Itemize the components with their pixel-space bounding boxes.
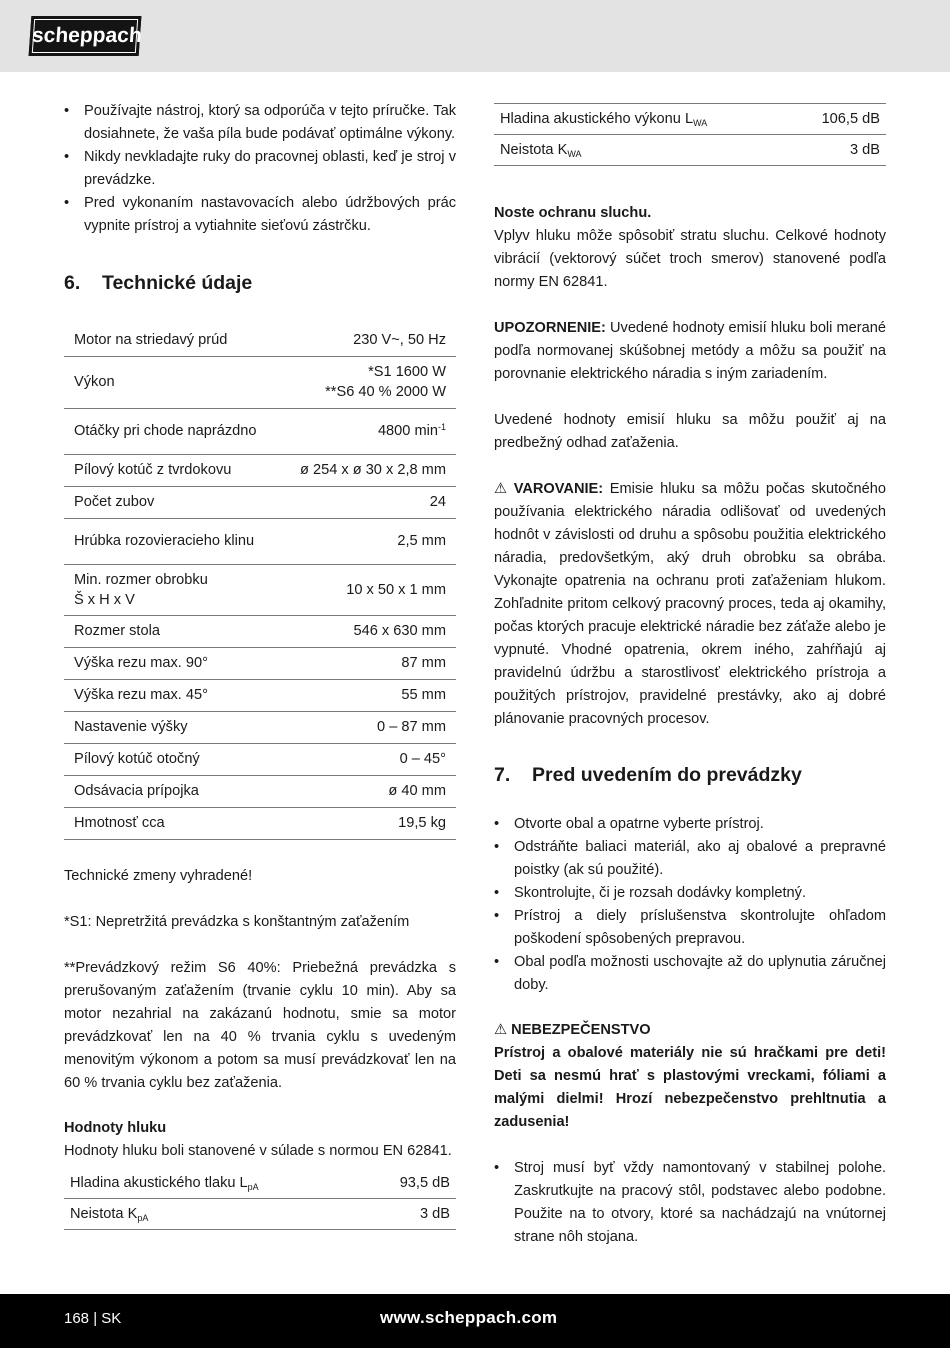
spec-value: 19,5 kg [274, 807, 456, 839]
table-row [64, 615, 456, 647]
table-row [64, 564, 456, 615]
table-row [494, 135, 886, 166]
mounting-bullet-list [494, 1157, 886, 1249]
noise-label-text: Hladina akustického výkonu L [500, 111, 694, 127]
spec-value: 24 [274, 486, 456, 518]
technical-data-table [64, 324, 456, 840]
danger-heading [494, 1019, 886, 1042]
spec-label: Hrúbka rozovieracieho klinu [64, 518, 274, 564]
danger-label: NEBEZPEČENSTVO [511, 1022, 651, 1038]
noise-label [64, 1198, 363, 1229]
spec-label: Nastavenie výšky [64, 711, 274, 743]
spec-value-s6: **S6 40 % 2000 W [325, 384, 446, 400]
estimate-paragraph: Uvedené hodnoty emisií hluku sa môžu použiť aj na predbežný odhad zaťaženia. [494, 412, 886, 451]
section-title: Pred uvedením do prevádzky [532, 764, 802, 786]
page-number: 168 | SK [64, 1310, 122, 1327]
attention-label: UPOZORNENIE: [494, 320, 606, 336]
list-item: • Stroj musí byť vždy namontovaný v stabilnej polohe. Zaskrutkujte na pracový stôl, podstavec alebo podobne. Použite na to otvory, ktoré sa nachádzajú na vnútornej strane nôh stojana. [494, 1157, 886, 1249]
list-item: • Obal podľa možnosti uschovajte až do uplynutia záručnej doby. [494, 951, 886, 997]
attention-text: Uvedené hodnoty emisií hluku boli merané podľa normovanej skúšobnej metódy a môžu sa použiť na porovnanie elektrického náradia s iným zariadením. [494, 320, 886, 382]
spec-value: 87 mm [274, 647, 456, 679]
brand-logo: scheppach [29, 16, 142, 56]
noise-value: 93,5 dB [363, 1168, 456, 1199]
table-row [64, 743, 456, 775]
table-row [64, 775, 456, 807]
spec-value: 0 – 87 mm [274, 711, 456, 743]
warning-label: VAROVANIE: [513, 481, 604, 497]
table-row [64, 356, 456, 408]
noise-label [494, 135, 791, 166]
table-row [64, 1198, 456, 1229]
right-column [494, 100, 886, 1249]
table-row [64, 324, 456, 356]
list-item: • Otvorte obal a opatrne vyberte prístroj. [494, 813, 886, 836]
noise-label-sub: WA [693, 118, 708, 128]
page-header [0, 0, 950, 72]
spec-value [274, 408, 456, 454]
section-number: 7. [494, 764, 511, 786]
spec-value-sup: -1 [437, 422, 446, 432]
s1-note: *S1: Nepretržitá prevádzka s konštantným zaťažením [64, 913, 410, 930]
spec-label: Výkon [64, 356, 274, 408]
spec-value: 546 x 630 mm [274, 615, 456, 647]
table-row [64, 454, 456, 486]
warning-triangle-icon: ⚠ [494, 481, 508, 497]
spec-label [64, 564, 274, 615]
table-row [64, 486, 456, 518]
spec-label: Hmotnosť cca [64, 807, 274, 839]
unpacking-bullet-list [494, 813, 886, 997]
spec-label: Rozmer stola [64, 615, 274, 647]
spec-value-text: 4800 min [377, 423, 438, 439]
spec-value: 10 x 50 x 1 mm [274, 564, 456, 615]
hearing-text: Vplyv hluku môže spôsobiť stratu sluchu. Celkové hodnoty vibrácií (vektorový súčet troch smerov) stanovené podľa normy EN 62841. [494, 228, 886, 290]
table-row [64, 1168, 456, 1199]
noise-label [64, 1168, 363, 1199]
hearing-heading: Noste ochranu sluchu. [494, 205, 652, 221]
spec-label: Pílový kotúč z tvrdokovu [64, 454, 274, 486]
table-row [64, 647, 456, 679]
warning-triangle-icon: ⚠ [494, 1022, 508, 1038]
spec-label: Výška rezu max. 90° [64, 647, 274, 679]
noise-label-sub: pA [137, 1212, 149, 1223]
spec-value: 55 mm [274, 679, 456, 711]
danger-text: Prístroj a obalové materiály nie sú hračkami pre deti! Deti sa nesmú hrať s plastovými vreckami, fóliami a malými dielmi! Hrozí nebezpečenstvo prehltnutia a zadusenia! [494, 1045, 886, 1130]
noise-pressure-table [64, 1168, 456, 1230]
spec-value: ø 40 mm [274, 775, 456, 807]
spec-value-s1: *S1 1600 W [368, 364, 446, 380]
noise-label-text: Neistota K [70, 1205, 138, 1222]
attention-paragraph [494, 317, 886, 386]
website-link[interactable]: www.scheppach.com [380, 1308, 558, 1327]
spec-label: Otáčky pri chode naprázdno [64, 408, 274, 454]
warning-text: Emisie hluku sa môžu počas skutočného používania elektrického náradia odlišovať od uvedených hodnôt v závislosti od druhu a spôsobu použitia elektrického náradia, predovšetkým, aký druh obrobku sa obrába. Vykonajte opatrenia na ochranu proti zaťaženiam hlukom. Zohľadnite pritom celkový pracovný proces, teda aj okamihy, počas ktorých pracuje elektrické náradie bez záťaže alebo je vypnuté. Vhodné opatrenia, okrem iného, zahŕňajú aj pravidelnú údržbu a starostlivosť elektrického prístroja a použitých prístrojov, pravidelné prestávky, ako aj dobré plánovanie pracovných procesov. [494, 481, 887, 727]
list-item: • Nikdy nevkladajte ruky do pracovnej oblasti, keď je stroj v prevádzke. [64, 146, 456, 192]
left-column [64, 100, 456, 1230]
spec-value: 230 V~, 50 Hz [274, 324, 456, 356]
spec-value: 0 – 45° [274, 743, 456, 775]
noise-label [494, 104, 791, 135]
table-row [64, 679, 456, 711]
noise-label-text: Neistota K [500, 142, 568, 158]
spec-value: 2,5 mm [274, 518, 456, 564]
spec-label: Pílový kotúč otočný [64, 743, 274, 775]
section-7-heading [494, 761, 886, 789]
list-item: • Odstráňte baliaci materiál, ako aj obalové a prepravné poistky (ak sú použité). [494, 836, 886, 882]
table-row [64, 807, 456, 839]
table-row [494, 104, 886, 135]
noise-label-sub: WA [567, 149, 582, 159]
intro-bullet-list [64, 100, 456, 238]
spec-label-line2: Š x H x V [74, 591, 135, 608]
list-item: • Skontrolujte, či je rozsah dodávky kompletný. [494, 882, 886, 905]
noise-label-sub: pA [247, 1181, 259, 1192]
table-row [64, 518, 456, 564]
list-item: • Používajte nástroj, ktorý sa odporúča v tejto príručke. Tak dosiahnete, že vaša píla bude podávať optimálne výkony. [64, 100, 456, 146]
list-item: • Pred vykonaním nastavovacích alebo údržbových prác vypnite prístroj a vytiahnite sieťovú zástrčku. [64, 192, 456, 238]
noise-value: 3 dB [363, 1198, 456, 1229]
list-item: • Prístroj a diely príslušenstva skontrolujte ohľadom poškodení spôsobených prepravou. [494, 905, 886, 951]
section-6-heading [64, 269, 456, 297]
spec-label: Motor na striedavý prúd [64, 324, 274, 356]
table-row [64, 711, 456, 743]
noise-power-table [494, 103, 886, 166]
spec-label: Odsávacia prípojka [64, 775, 274, 807]
spec-label-line1: Min. rozmer obrobku [74, 571, 208, 588]
tech-changes-note: Technické zmeny vyhradené! [64, 867, 253, 884]
spec-label: Výška rezu max. 45° [64, 679, 274, 711]
spec-label: Počet zubov [64, 486, 274, 518]
noise-label-text: Hladina akustického tlaku L [70, 1174, 248, 1191]
noise-value: 106,5 dB [791, 104, 886, 135]
table-row [64, 408, 456, 454]
s6-note: **Prevádzkový režim S6 40%: Priebežná prevádzka s prerušovaným zaťažením (trvanie cyklu 10 min). Aby sa motor nezahrial na zakázanú hodnotu, smie sa motor prevádzkovať len na 40 % trvania cyklu s uvedeným menovitým výkonom a potom sa musí prevádzkovať len na 60 % trvania cyklu bez zaťaženia. [64, 959, 456, 1091]
spec-value [274, 356, 456, 408]
page-footer [0, 1294, 950, 1348]
section-title: Technické údaje [102, 272, 253, 294]
spec-value: ø 254 x ø 30 x 2,8 mm [274, 454, 456, 486]
warning-paragraph [494, 478, 886, 731]
section-number: 6. [64, 272, 81, 294]
noise-text: Hodnoty hluku boli stanovené v súlade s normou EN 62841. [64, 1142, 452, 1159]
noise-heading: Hodnoty hluku [64, 1119, 167, 1136]
noise-value: 3 dB [791, 135, 886, 166]
